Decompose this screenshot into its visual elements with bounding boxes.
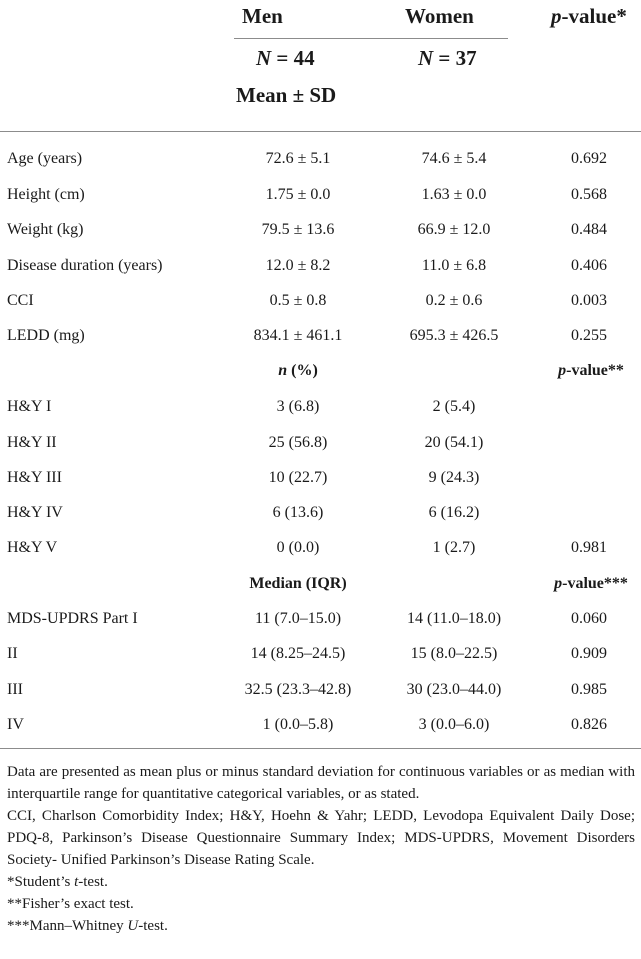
row-label: H&Y IV <box>7 504 63 521</box>
column-header-pvalue: p-value* <box>551 4 627 28</box>
women-value: 11.0 ± 6.8 <box>421 257 487 274</box>
column-header-men: Men <box>242 4 283 28</box>
women-value: 3 (0.0–6.0) <box>418 716 490 733</box>
women-value: 1 (2.7) <box>432 539 476 556</box>
row-label: CCI <box>7 292 34 309</box>
row-label: Disease duration (years) <box>7 257 163 274</box>
men-value: 1.75 ± 0.0 <box>265 186 331 203</box>
p-value: 0.981 <box>571 539 607 556</box>
row-label: Weight (kg) <box>7 221 84 238</box>
footnote-summary: Data are presented as mean plus or minus standard deviation for continuous variables or as median with interquartile range for quantitative categorical variables, or as stated. <box>7 764 635 802</box>
row-label: III <box>7 681 23 698</box>
men-value: 32.5 (23.3–42.8) <box>244 681 352 698</box>
men-value: 3 (6.8) <box>276 398 320 415</box>
row-label: Age (years) <box>7 150 83 167</box>
men-value: 72.6 ± 5.1 <box>265 150 331 167</box>
footer-divider <box>0 748 641 749</box>
women-count: N = 37 <box>418 46 477 70</box>
men-value: 1 (0.0–5.8) <box>262 716 334 733</box>
men-value: 14 (8.25–24.5) <box>250 645 346 662</box>
women-value: 20 (54.1) <box>424 434 484 451</box>
subheader-n-percent: n (%) <box>278 362 318 379</box>
p-value: 0.568 <box>571 186 607 203</box>
footnote-fisher: **Fisher’s exact test. <box>7 896 134 912</box>
p-value: 0.060 <box>571 610 607 627</box>
men-value: 79.5 ± 13.6 <box>261 221 335 238</box>
women-value: 695.3 ± 426.5 <box>409 327 499 344</box>
row-label: II <box>7 645 18 662</box>
mean-sd-label: Mean ± SD <box>236 83 337 107</box>
row-label: H&Y V <box>7 539 58 556</box>
footnote-student-t: *Student’s t-test. <box>7 874 108 890</box>
women-value: 74.6 ± 5.4 <box>421 150 487 167</box>
row-label: MDS-UPDRS Part I <box>7 610 138 627</box>
women-value: 2 (5.4) <box>432 398 476 415</box>
p-value: 0.909 <box>571 645 607 662</box>
p-value: 0.406 <box>571 257 607 274</box>
p-value: 0.255 <box>571 327 607 344</box>
men-value: 0 (0.0) <box>276 539 320 556</box>
men-value: 10 (22.7) <box>268 469 328 486</box>
header-underline <box>234 38 508 39</box>
table-footnotes <box>7 761 635 937</box>
row-label: H&Y II <box>7 434 57 451</box>
women-value: 0.2 ± 0.6 <box>425 292 483 309</box>
row-label: H&Y III <box>7 469 62 486</box>
men-count: N = 44 <box>256 46 315 70</box>
footnote-mann-whitney: ***Mann–Whitney U-test. <box>7 918 168 934</box>
p-value: 0.003 <box>571 292 607 309</box>
men-value: 834.1 ± 461.1 <box>253 327 343 344</box>
p-value: 0.826 <box>571 716 607 733</box>
women-value: 1.63 ± 0.0 <box>421 186 487 203</box>
row-label: LEDD (mg) <box>7 327 85 344</box>
subheader-pvalue-fisher: p-value** <box>558 362 624 379</box>
women-value: 15 (8.0–22.5) <box>410 645 498 662</box>
row-label: H&Y I <box>7 398 52 415</box>
subheader-median-iqr: Median (IQR) <box>249 575 347 592</box>
women-value: 30 (23.0–44.0) <box>406 681 502 698</box>
header-divider <box>0 131 641 132</box>
women-value: 9 (24.3) <box>428 469 480 486</box>
men-value: 25 (56.8) <box>268 434 328 451</box>
women-value: 6 (16.2) <box>428 504 480 521</box>
men-value: 11 (7.0–15.0) <box>254 610 342 627</box>
p-value: 0.985 <box>571 681 607 698</box>
column-header-women: Women <box>405 4 474 28</box>
subheader-pvalue-mann-whitney: p-value*** <box>554 575 628 592</box>
women-value: 66.9 ± 12.0 <box>417 221 491 238</box>
p-value: 0.484 <box>571 221 607 238</box>
men-value: 0.5 ± 0.8 <box>269 292 327 309</box>
men-value: 6 (13.6) <box>272 504 324 521</box>
footnote-abbreviations: CCI, Charlson Comorbidity Index; H&Y, Hoehn & Yahr; LEDD, Levodopa Equivalent Daily Dose; PDQ-8, Parkinson’s Disease Questionnaire Summary Index; MDS-UPDRS, Movement Disorders Society- Unified Parkinson’s Disease Rating Scale. <box>7 808 635 868</box>
row-label: IV <box>7 716 24 733</box>
men-value: 12.0 ± 8.2 <box>265 257 331 274</box>
women-value: 14 (11.0–18.0) <box>406 610 502 627</box>
row-label: Height (cm) <box>7 186 85 203</box>
p-value: 0.692 <box>571 150 607 167</box>
